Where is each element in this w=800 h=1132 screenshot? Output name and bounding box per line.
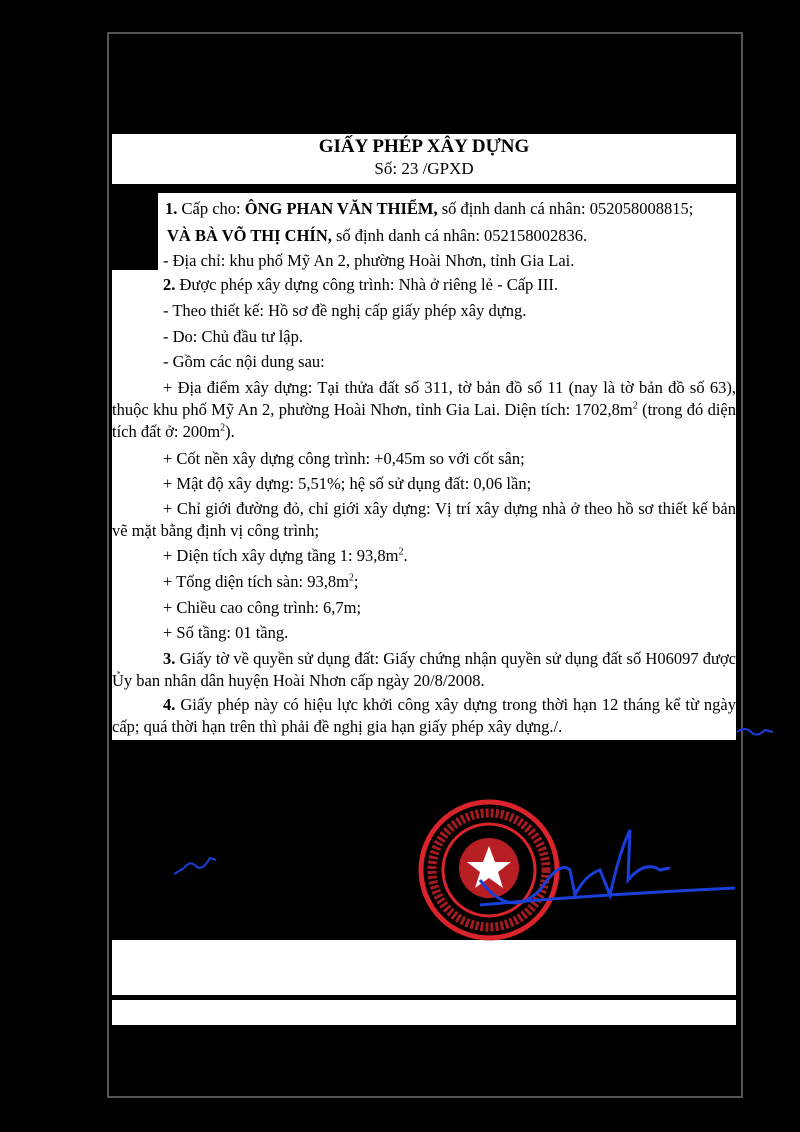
section1-line2 [167,225,587,247]
signature [470,820,740,930]
floor1-area-text: + Diện tích xây dựng tầng 1: 93,8m [163,546,399,565]
person1-name: ÔNG PHAN VĂN THIỂM, [244,199,438,218]
person2-id: số định danh cá nhân: 052158002836. [336,226,588,245]
section3-label: 3. [163,649,176,668]
total-end: ; [353,572,359,591]
section3-text: Giấy tờ về quyền sử dụng đất: Giấy chứng nhận quyền sử dụng đất số H06097 được Ủy ban nhân dân huyện Hoài Nhơn cấp ngày 20/8/2008. [112,649,736,690]
section1-line1 [165,198,693,220]
section1-address: - Địa chỉ: khu phố Mỹ An 2, phường Hoài Nhơn, tỉnh Gia Lai. [163,251,575,270]
section2-height: + Chiều cao công trình: 6,7m; [163,598,362,617]
section2-permitted [163,274,558,296]
person2-name: VÀ BÀ VÕ THỊ CHÍN, [167,226,332,245]
initial-mark-left-stroke [174,858,216,874]
section2-by: - Do: Chủ đầu tư lập. [163,327,304,346]
location-tail: (trong đó diện tích đất ở: 200m [112,400,736,441]
location-tail-sup: 2 [220,422,226,434]
total-sup: 2 [348,572,354,584]
section2-permitted-text: Được phép xây dựng công trình: Nhà ở riêng lẻ - Cấp III. [179,275,559,294]
total-area-text: + Tổng diện tích sàn: 93,8m [163,572,349,591]
section2-foundation: + Cốt nền xây dựng công trình: +0,45m so với cốt sân; [163,449,525,468]
initial-mark-right-stroke [737,729,773,735]
issued-to-prefix: Cấp cho: [181,199,241,218]
section2-floor1-area [163,545,408,567]
location-end: ). [225,422,235,441]
initial-mark-left [172,850,220,880]
initial-mark-right [735,720,775,740]
document-number: Số: 23 /GPXD [374,159,474,178]
section1-label: 1. [165,199,178,218]
section4-label: 4. [163,695,176,714]
floor1-sup: 2 [398,546,404,558]
section3 [112,648,736,692]
section2-total-area [163,571,359,593]
section4 [112,694,736,738]
location-sup: 2 [632,400,638,412]
section2-location [112,377,736,443]
section2-boundary: + Chỉ giới đường đỏ, chỉ giới xây dựng: Vị trí xây dựng nhà ở theo hồ sơ thiết kế bản vẽ mặt bằng định vị công trình; [112,499,736,540]
section2-includes: - Gồm các nội dung sau: [163,352,325,371]
document-title: GIẤY PHÉP XÂY DỰNG [318,136,530,157]
footer-panel-1 [112,940,736,995]
footer-panel-2 [112,1000,736,1025]
location-text: + Địa điểm xây dựng: Tại thửa đất số 311, tờ bản đồ số 11 (nay là tờ bản đồ số 63), thuộc khu phố Mỹ An 2, phường Hoài Nhơn, tỉnh Gia Lai. Diện tích: 1702,8m [112,378,736,419]
section2-design: - Theo thiết kế: Hồ sơ đề nghị cấp giấy phép xây dựng. [163,301,527,320]
section4-text: Giấy phép này có hiệu lực khởi công xây dựng trong thời hạn 12 tháng kể từ ngày cấp; quá thời hạn trên thì phải đề nghị gia hạn giấy phép xây dựng./. [112,695,736,736]
section2-label: 2. [163,275,176,294]
person1-id: số định danh cá nhân: 052058008815; [441,199,694,218]
section2-floors: + Số tầng: 01 tầng. [163,623,289,642]
floor1-end: . [403,546,408,565]
section2-density: + Mật độ xây dựng: 5,51%; hệ số sử dụng đất: 0,06 lần; [163,474,532,493]
